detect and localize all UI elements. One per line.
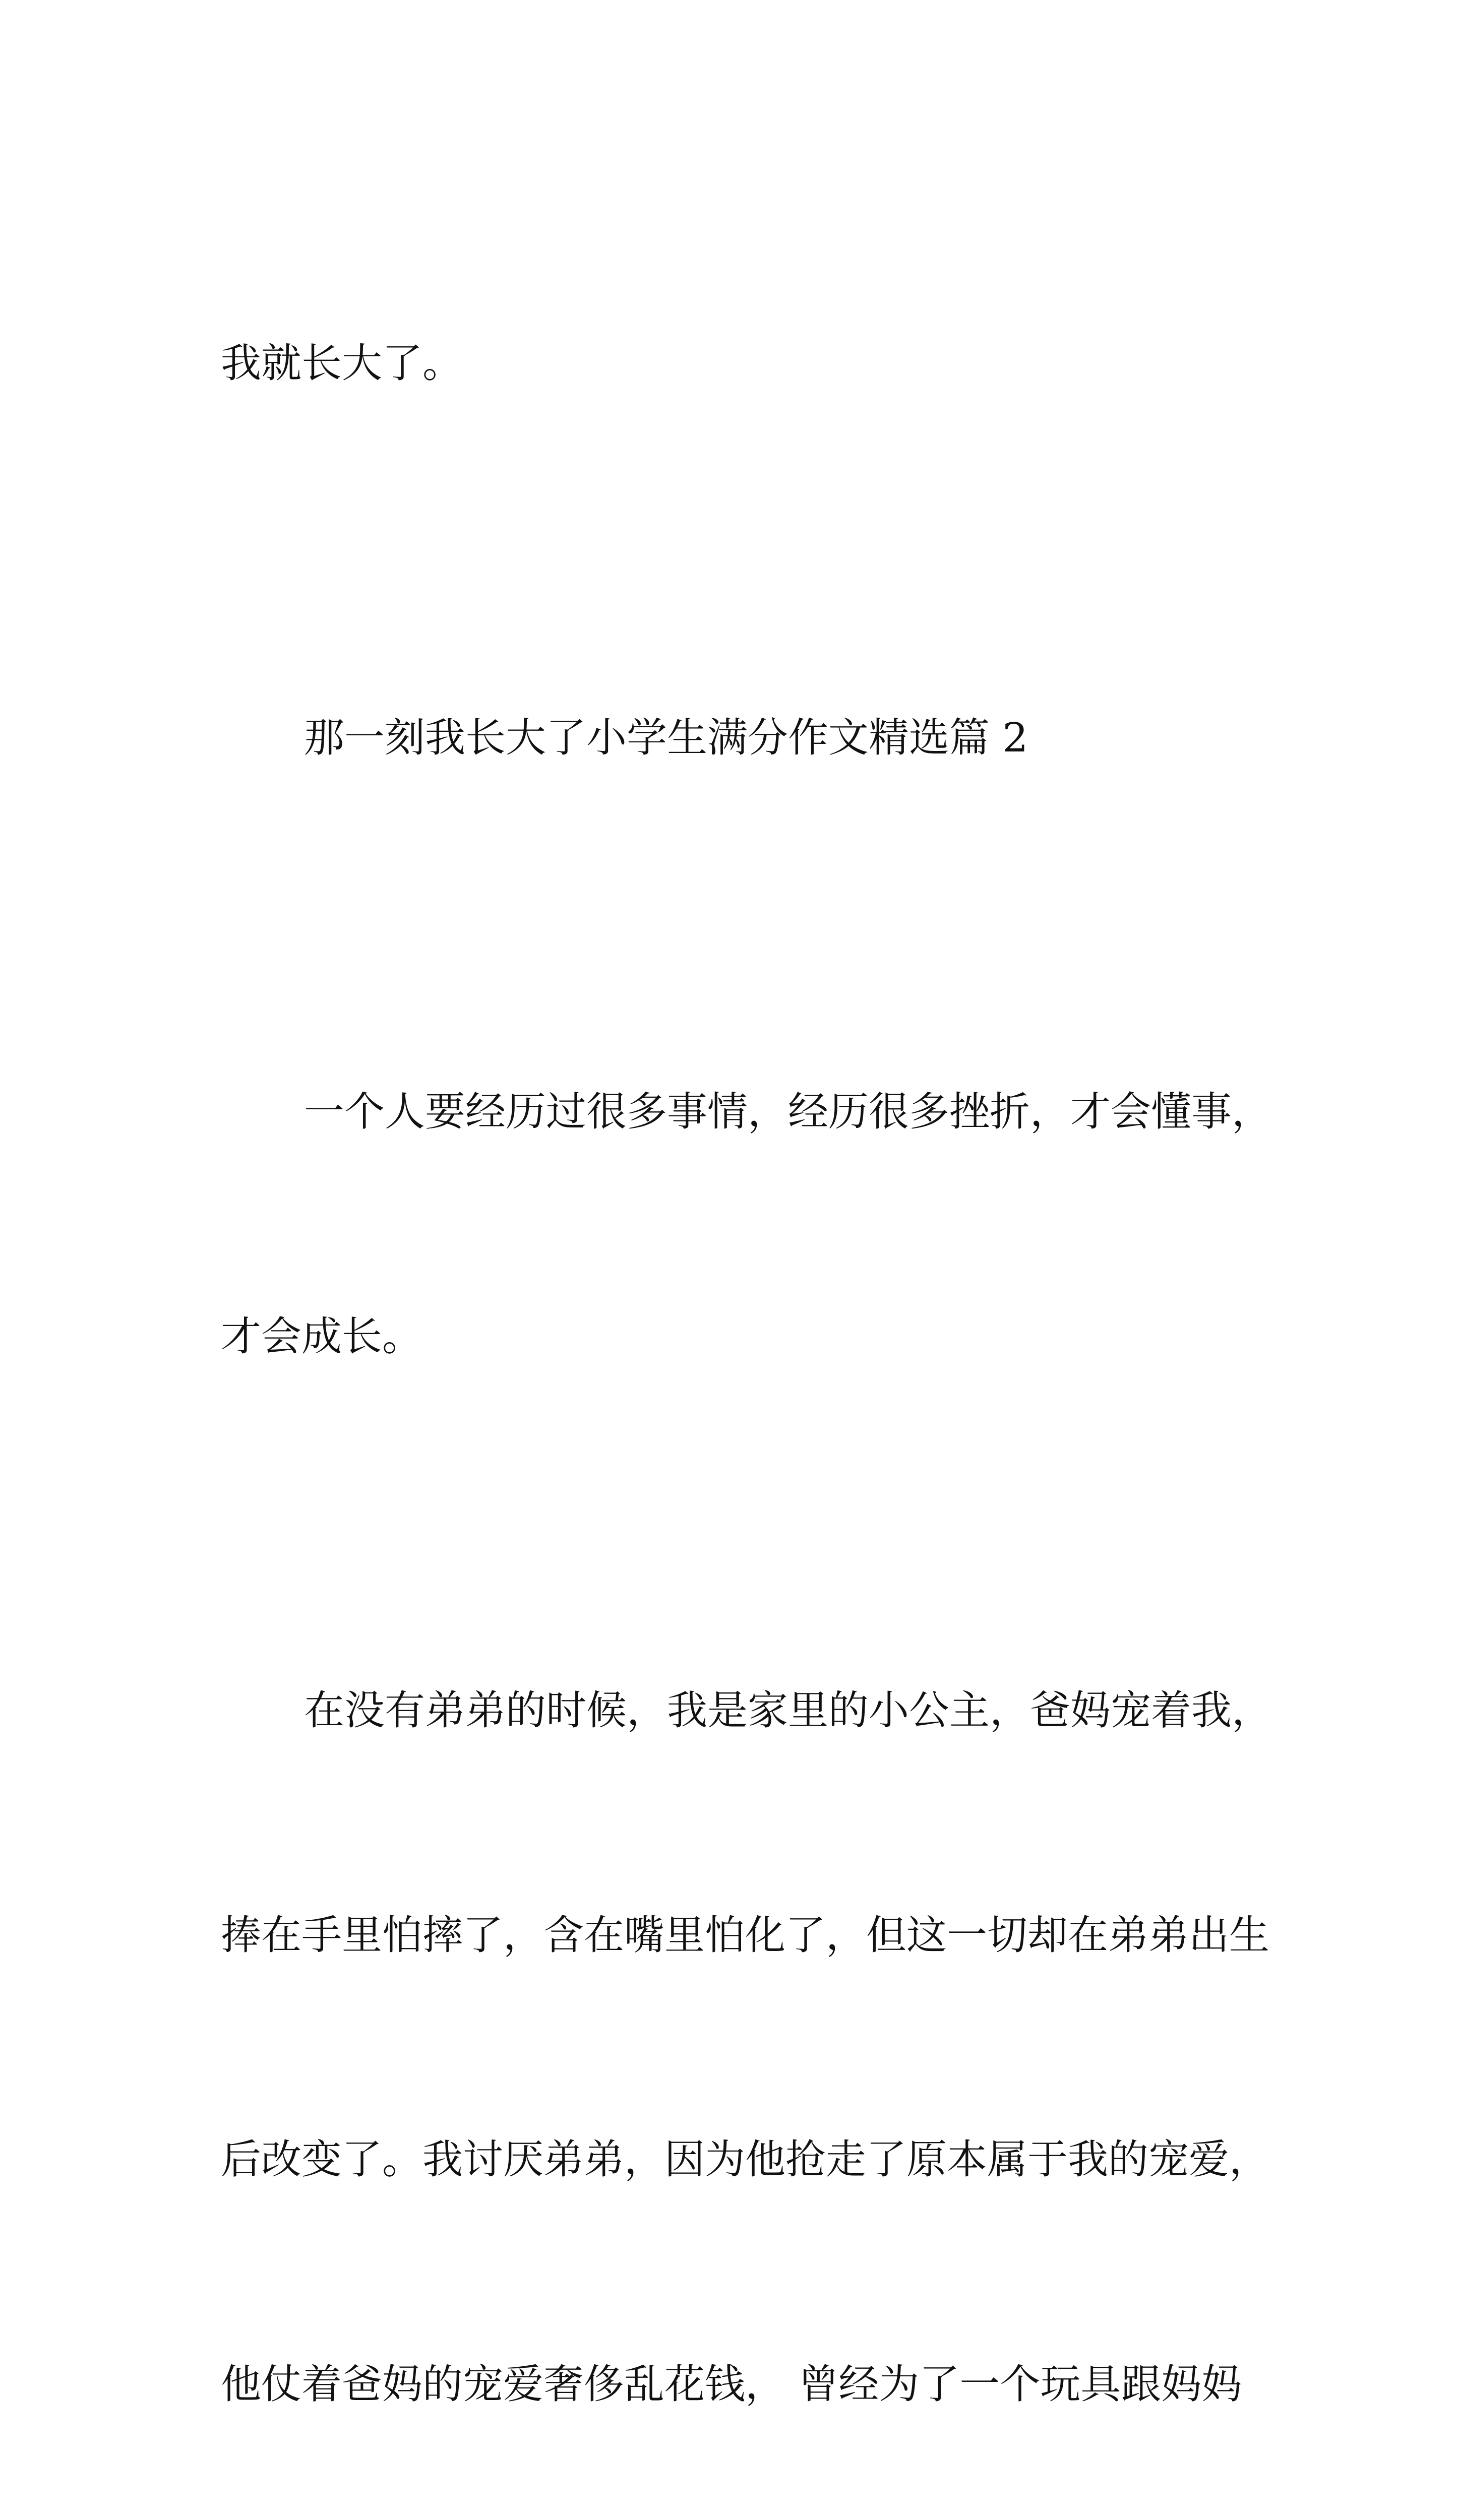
text-line: 一个人要经历过很多事情，经历很多挫折，才会懂事， [304,1088,1272,1135]
text-line: 我就长大了。 [221,340,463,387]
paragraph [221,925,1272,1524]
text-line: 在没有弟弟的时候，我是家里的小公主，爸妈宠着我， [304,1687,1272,1734]
text-line: 那一刻我长大了小学生满分作文精选篇 2 [304,714,1028,761]
section-heading-2 [221,551,1249,925]
text-line: 后改变了。我讨厌弟弟，因为他抢走了原本属于我的宠爱， [221,2136,1269,2183]
paragraph-continued [221,176,1249,551]
paragraph [221,1524,1272,2520]
article-body [221,176,1272,2520]
text-line: 捧在手里怕摔了，含在嘴里怕化了，但这一切却在弟弟出生 [221,1911,1269,1959]
text-line: 他仗着爸妈的宠爱奢侈乱花钱， 曾经为了一个玩具跟妈妈 [221,2360,1242,2408]
text-line: 才会成长。 [221,1312,422,1360]
